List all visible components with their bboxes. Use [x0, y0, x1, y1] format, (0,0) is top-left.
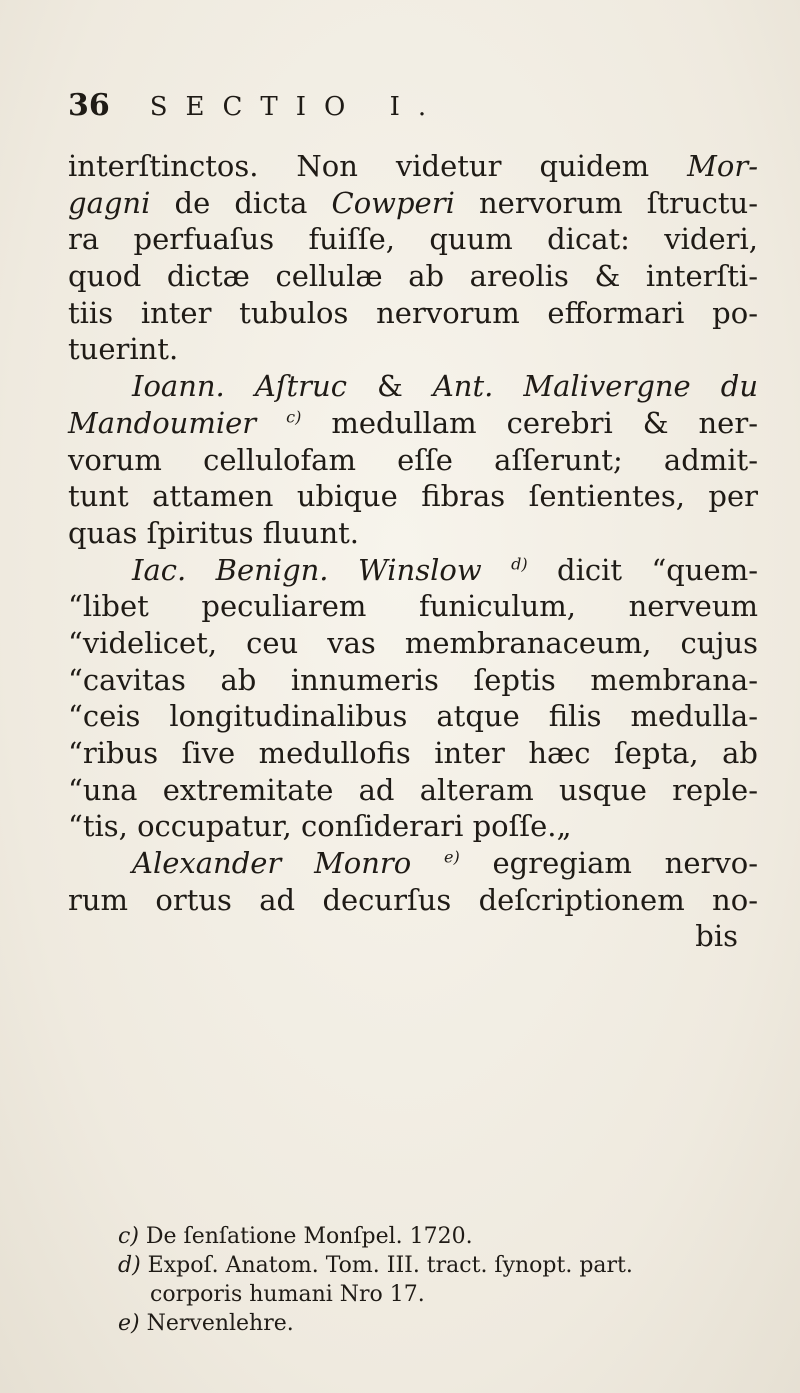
- footnote-ref-e: e): [444, 847, 460, 867]
- text-line: gagni de dicta Cowperi nervorum ſtructu-: [68, 185, 758, 220]
- text-line: “libet peculiarem funiculum, nerveum: [68, 589, 758, 624]
- text-line: Mandoumier $^{c)}$ medullam cerebri & ner-: [68, 405, 759, 440]
- page-header: [68, 88, 444, 128]
- text-line: “ceis longitudinalibus atque filis medulla-: [68, 699, 758, 734]
- running-head: SECTIO I.: [149, 92, 445, 122]
- paragraph-astruc: Ioann. Aſtruc & Ant. Malivergne du: [132, 369, 759, 404]
- footnotes: [118, 1222, 758, 1338]
- footnote-d-continued: corporis humani Nro 17.: [150, 1282, 425, 1307]
- text-line: tunt attamen ubique fibras ſentientes, per: [68, 479, 758, 514]
- text-line: quod dictæ cellulæ ab areolis & interſti-: [68, 259, 758, 294]
- text-line: “una extremitate ad alteram usque reple-: [68, 772, 758, 807]
- paragraph-monro: Alexander Monro $^{e)}$ egregiam nervo-: [132, 846, 758, 881]
- footnote-c: c) De ſenſatione Monſpel. 1720.: [118, 1224, 473, 1249]
- text-line: “cavitas ab innumeris ſeptis membrana-: [68, 662, 758, 697]
- text-line: quas ſpiritus fluunt.: [68, 515, 360, 550]
- footnote-ref-d: d): [511, 553, 528, 573]
- text-line: vorum cellulofam eſſe aſſerunt; admit-: [68, 442, 758, 477]
- footnote-ref-c: c): [286, 407, 302, 427]
- footnote-d: d) Expoſ. Anatom. Tom. III. tract. ſynopt. part.: [118, 1253, 633, 1278]
- text-line: “videlicet, ceu vas membranaceum, cujus: [68, 625, 758, 660]
- text-line: bis: [695, 919, 738, 954]
- text-line: rum ortus ad decurſus deſcriptionem no-: [68, 882, 758, 917]
- text-line: “tis, occupatur, conſiderari poſſe.„: [68, 809, 572, 844]
- text-line: tuerint.: [68, 332, 179, 367]
- text-line: tiis inter tubulos nervorum efformari po-: [68, 295, 758, 330]
- body-text: [68, 148, 758, 955]
- text-line: ra perfuaſus fuiſſe, quum dicat: videri,: [68, 222, 758, 257]
- page-number: 36: [68, 88, 110, 123]
- text-line: “ribus ſive medullofis inter hæc ſepta, ab: [68, 736, 758, 770]
- text-line: interſtinctos. Non videtur quidem Mor-: [68, 149, 758, 183]
- footnote-e: e) Nervenlehre.: [118, 1311, 294, 1336]
- paragraph-winslow: Iac. Benign. Winslow $^{d)}$ dicit “quem-: [132, 552, 758, 587]
